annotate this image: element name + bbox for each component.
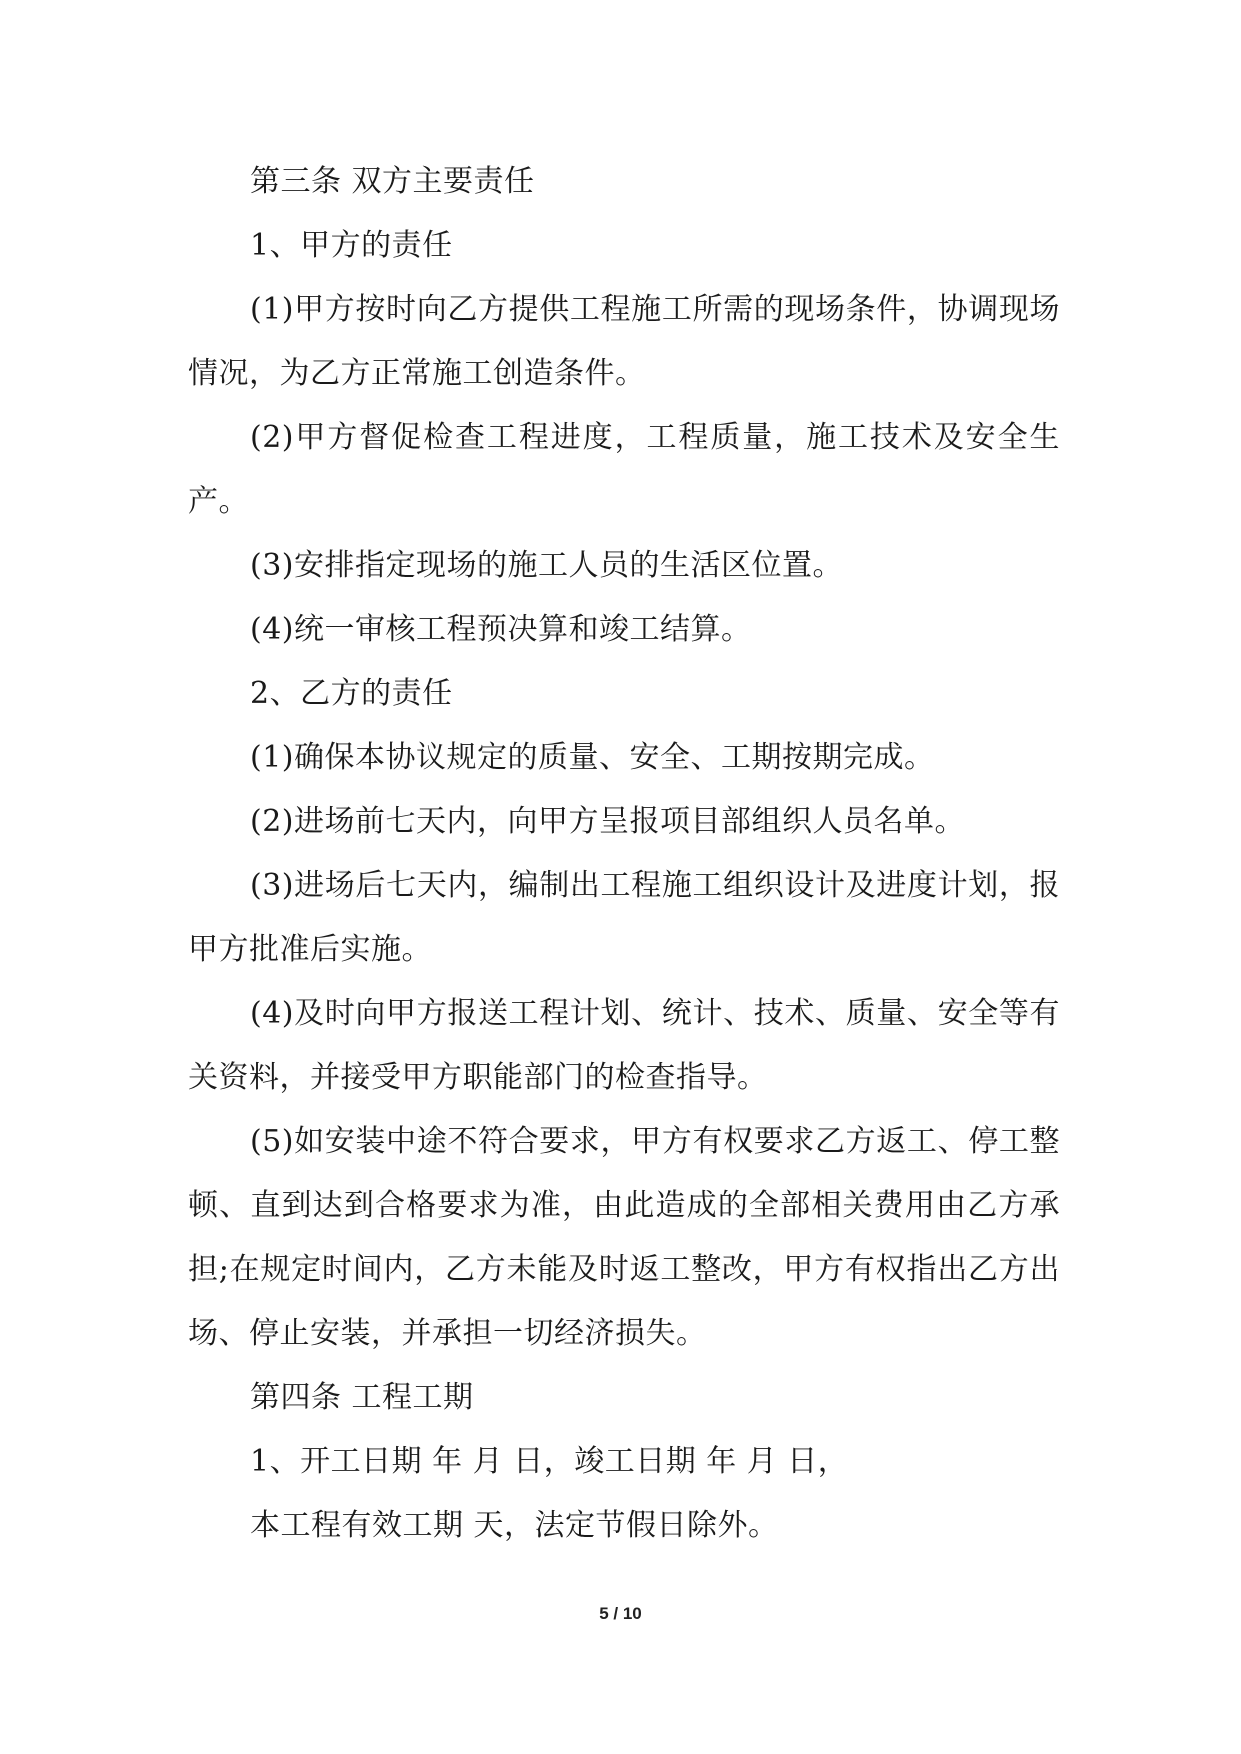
paragraph: (4)及时向甲方报送工程计划、统计、技术、质量、安全等有关资料，并接受甲方职能部门的检查指导。 <box>188 996 1060 1095</box>
paragraph: (2)甲方督促检查工程进度，工程质量，施工技术及安全生产。 <box>188 420 1060 519</box>
paragraph: (1)确保本协议规定的质量、安全、工期按期完成。 <box>250 740 935 775</box>
subsection-heading-party-a: 1、甲方的责任 <box>250 228 453 263</box>
paragraph: (3)安排指定现场的施工人员的生活区位置。 <box>250 548 843 583</box>
paragraph: (4)统一审核工程预决算和竣工结算。 <box>250 612 752 647</box>
subsection-heading-party-b: 2、乙方的责任 <box>250 676 453 711</box>
paragraph: (3)进场后七天内，编制出工程施工组织设计及进度计划，报甲方批准后实施。 <box>188 868 1060 967</box>
paragraph: (2)进场前七天内，向甲方呈报项目部组织人员名单。 <box>250 804 965 839</box>
document-body <box>188 150 1060 1558</box>
paragraph: (1)甲方按时向乙方提供工程施工所需的现场条件，协调现场情况，为乙方正常施工创造条件。 <box>188 292 1060 391</box>
paragraph: (5)如安装中途不符合要求，甲方有权要求乙方返工、停工整顿、直到达到合格要求为准，由此造成的全部相关费用由乙方承担;在规定时间内，乙方未能及时返工整改，甲方有权指出乙方出场、停止安装，并承担一切经济损失。 <box>188 1124 1060 1351</box>
section-heading-article-3: 第三条 双方主要责任 <box>250 164 535 199</box>
section-heading-article-4: 第四条 工程工期 <box>250 1380 474 1415</box>
page-number: 5 / 10 <box>599 1604 642 1623</box>
paragraph: 1、开工日期 年 月 日，竣工日期 年 月 日， <box>250 1444 849 1479</box>
paragraph: 本工程有效工期 天，法定节假日除外。 <box>250 1508 779 1543</box>
